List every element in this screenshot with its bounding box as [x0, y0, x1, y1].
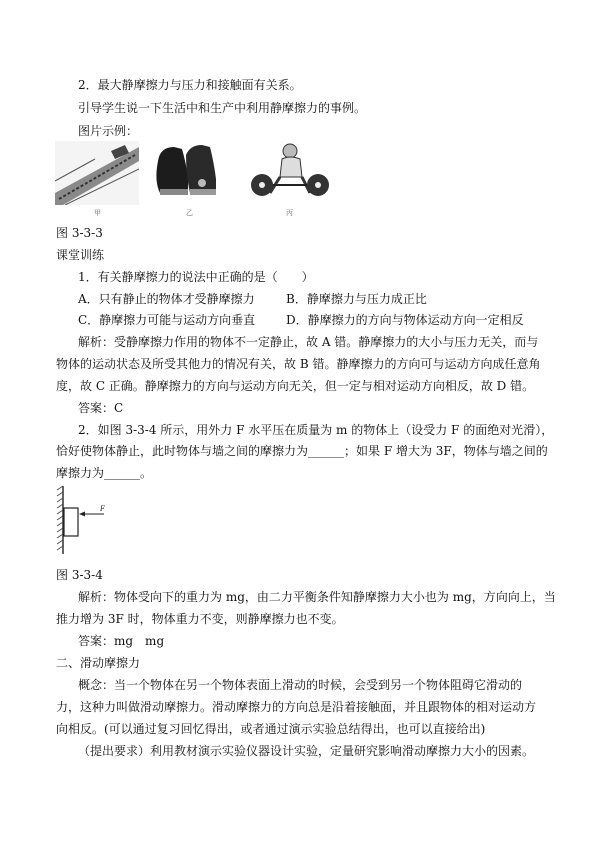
concept-line: 概念：当一个物体在另一个物体表面上滑动的时候，会受到另一个物体阻碍它滑动的	[78, 678, 523, 692]
photo-b-label: 乙	[186, 209, 193, 217]
concept-line: 向相反。(可以通过复习回忆得出，或者通过演示实验总结得出，也可以直接给出)	[56, 722, 486, 736]
option-c: C．静摩擦力可能与运动方向垂直	[78, 313, 256, 327]
concept-line: （提出要求）利用教材演示实验仪器设计实验，定量研究影响滑动摩擦力大小的因素。	[78, 744, 535, 758]
explanation-line: 解析：受静摩擦力作用的物体不一定静止，故 A 错。静摩擦力的大小与压力无关，而与	[78, 335, 539, 349]
question-stem: 摩擦力为______。	[56, 466, 153, 480]
explanation-line: 度，故 C 正确。静摩擦力的方向与运动方向无关，但一定与相对运动方向相反，故 D 错。	[56, 379, 535, 393]
explanation-line: 解析：物体受向下的重力为 mg，由二力平衡条件知静摩擦力大小也为 mg，方向向上，当	[78, 590, 556, 604]
force-label: F	[100, 505, 105, 513]
text-line: 引导学生说一下生活中和生产中利用静摩擦力的事例。	[78, 101, 367, 115]
concept-line: 力，这种力叫做滑动摩擦力。滑动摩擦力的方向总是沿着接触面，并且跟物体的相对运动方	[56, 700, 537, 714]
question-stem: 2．如图 3-3-4 所示，用外力 F 水平压在质量为 m 的物体上（设受力 F 的面绝对光滑），	[78, 423, 554, 437]
photo-c-label: 丙	[286, 209, 293, 217]
photo-shoes	[152, 141, 222, 201]
photo-a-label: 甲	[94, 209, 101, 217]
photo-weightlifter	[246, 141, 332, 205]
figure-caption: 图 3-3-4	[56, 568, 103, 582]
section-heading: 课堂训练	[56, 248, 105, 262]
answer-line: 答案：mg mg	[78, 634, 165, 648]
option-b: B．静摩擦力与压力成正比	[286, 292, 427, 306]
text-line: 2．最大静摩擦力与压力和接触面有关系。	[78, 78, 302, 92]
option-d: D．静摩擦力的方向与物体运动方向一定相反	[286, 313, 524, 327]
explanation-line: 物体的运动状态及所受其他力的情况有关，故 B 错。静摩擦力的方向可与运动方向成任意角	[56, 357, 541, 371]
question-stem: 恰好使物体静止，此时物体与墙之间的摩擦力为______；如果 F 增大为 3F，物体与墙之间的	[56, 444, 548, 458]
question-stem: 1．有关静摩擦力的说法中正确的是（ ）	[78, 270, 314, 284]
figure-caption: 图 3-3-3	[56, 226, 103, 240]
option-a: A．只有静止的物体才受静摩擦力	[78, 292, 255, 306]
wall-block-diagram	[54, 484, 114, 556]
photo-ramp	[55, 141, 139, 205]
answer-line: 答案：C	[78, 401, 124, 415]
explanation-line: 推力增为 3F 时，物体重力不变，则静摩擦力也不变。	[56, 612, 344, 626]
text-line: 图片示例：	[78, 124, 139, 138]
section-heading: 二、滑动摩擦力	[56, 656, 141, 670]
